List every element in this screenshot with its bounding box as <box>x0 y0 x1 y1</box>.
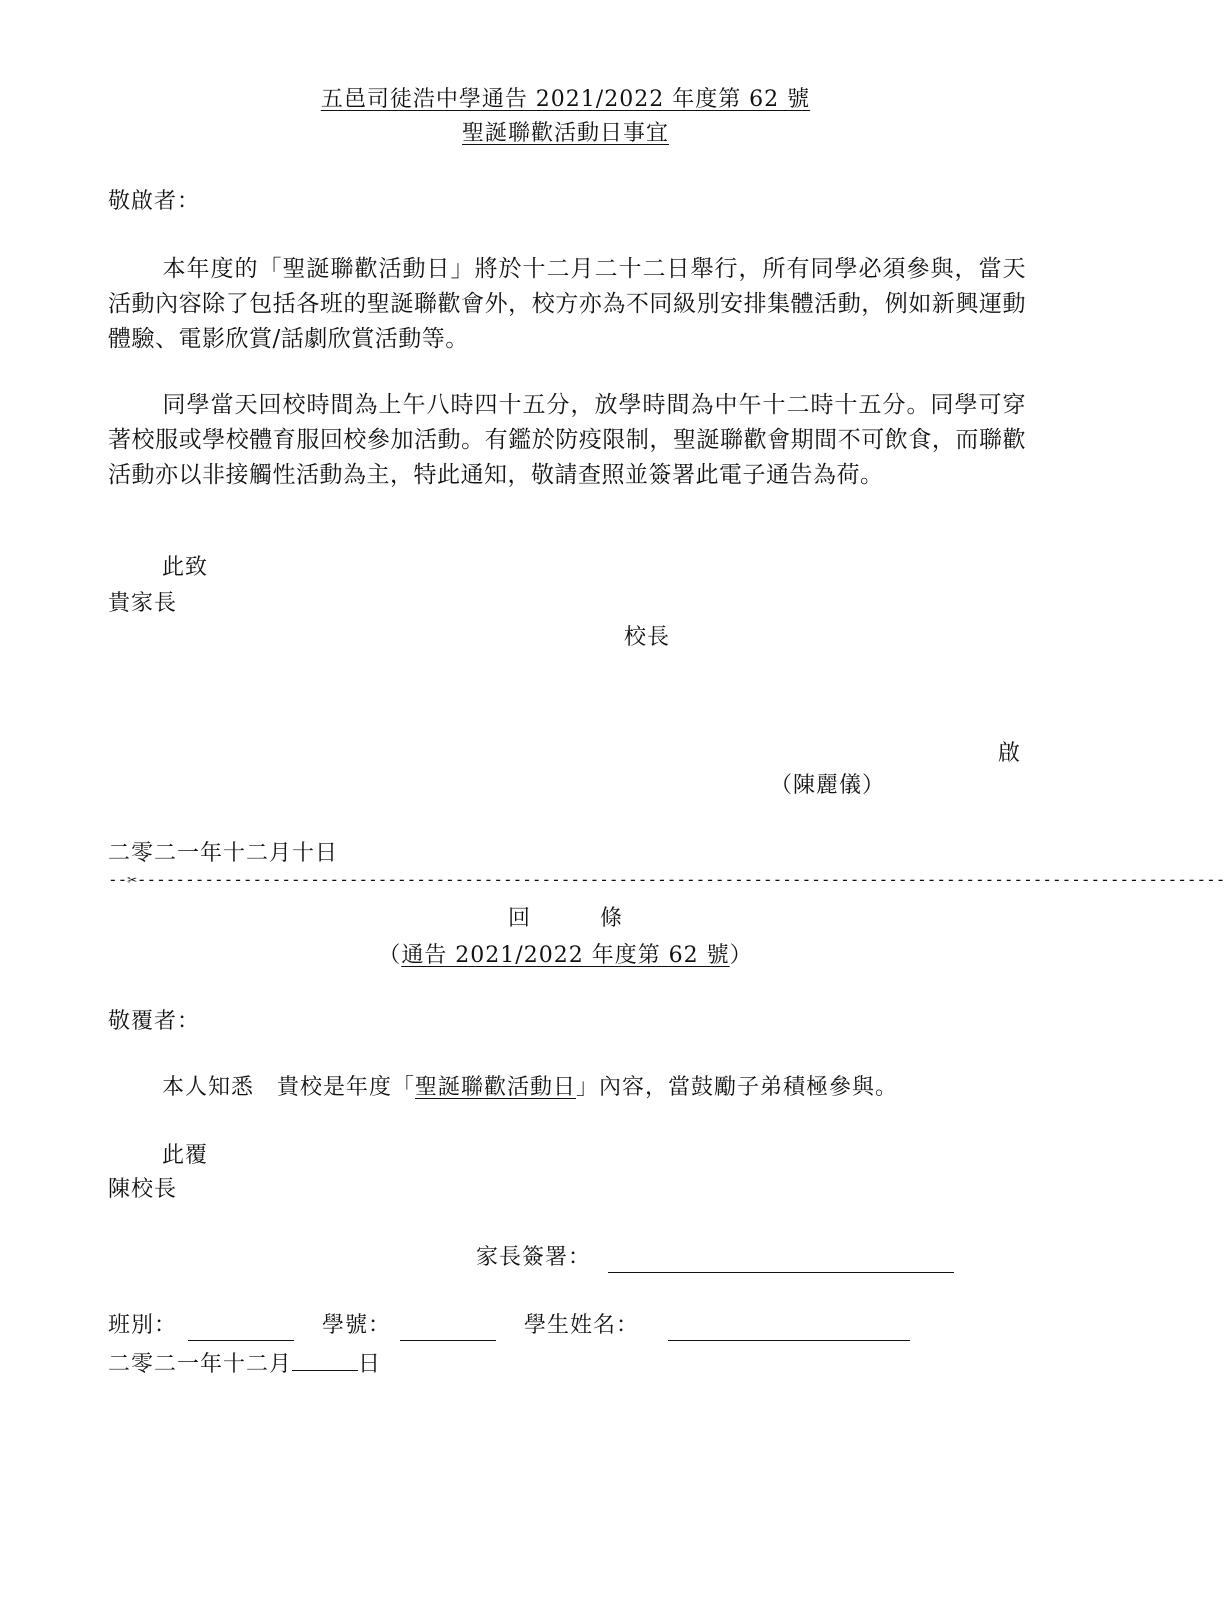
reply-ref-close: ） <box>729 943 753 968</box>
parent-signature-field[interactable] <box>608 1272 954 1273</box>
reply-date-suffix: 日 <box>358 1352 382 1377</box>
closing: 此致 <box>162 555 209 580</box>
reply-body-post: 」內容，當鼓勵子弟積極參與。 <box>576 1075 899 1100</box>
reply-addressee: 陳校長 <box>108 1177 178 1202</box>
addressee: 貴家長 <box>108 591 178 616</box>
reply-date-prefix: 二零二一年十二月 <box>108 1352 293 1377</box>
reply-ref-text: 通告 2021/2022 年度第 62 號 <box>401 943 730 968</box>
cut-line: --✂----------------------------------------------------------------------------------------------------------------- <box>108 870 1225 889</box>
reply-closing: 此覆 <box>162 1143 209 1168</box>
reply-title: 回 條 <box>507 906 623 931</box>
notice-subtitle: 聖誕聯歡活動日事宜 <box>461 121 669 146</box>
paragraph-2-text: 同學當天回校時間為上午八時四十五分，放學時間為中午十二時十五分。同學可穿著校服或學校體育服回校參加活動。有鑑於防疫限制，聖誕聯歡會期間不可飲食，而聯歡活動亦以非接觸性活動為主，特此通知，敬請查照並簽署此電子通告為荷。 <box>108 392 1026 488</box>
parent-signature-label: 家長簽署： <box>476 1245 592 1270</box>
paragraph-2 <box>108 388 1026 493</box>
principal-title: 校長 <box>624 625 671 650</box>
reply-salutation: 敬覆者： <box>108 1009 201 1034</box>
reply-reference <box>0 940 1131 972</box>
class-label: 班別： <box>108 1313 178 1338</box>
notice-date: 二零二一年十二月十日 <box>108 841 339 866</box>
paragraph-1-text: 本年度的「聖誕聯歡活動日」將於十二月二十二日舉行，所有同學必須參與，當天活動內容除了包括各班的聖誕聯歡會外，校方亦為不同級別安排集體活動，例如新興運動體驗、電影欣賞/話劇欣賞活動等。 <box>108 256 1026 352</box>
reply-body <box>162 1072 898 1104</box>
paragraph-1 <box>108 252 1026 357</box>
student-name-label: 學生姓名： <box>524 1313 640 1338</box>
reply-ref-open: （ <box>378 943 402 968</box>
student-name-field[interactable] <box>668 1340 910 1341</box>
reply-body-pre: 本人知悉 貴校是年度「 <box>162 1075 416 1100</box>
sign-off: 啟 <box>998 741 1022 766</box>
student-no-field[interactable] <box>400 1340 496 1341</box>
class-field[interactable] <box>188 1340 294 1341</box>
reply-date <box>108 1346 381 1381</box>
reply-day-field[interactable] <box>292 1346 358 1371</box>
student-no-label: 學號： <box>322 1313 392 1338</box>
notice-title: 五邑司徒浩中學通告 2021/2022 年度第 62 號 <box>320 87 811 112</box>
salutation: 敬啟者： <box>108 189 201 214</box>
reply-body-event: 聖誕聯歡活動日 <box>415 1075 577 1100</box>
principal-name: （陳麗儀） <box>770 773 886 798</box>
